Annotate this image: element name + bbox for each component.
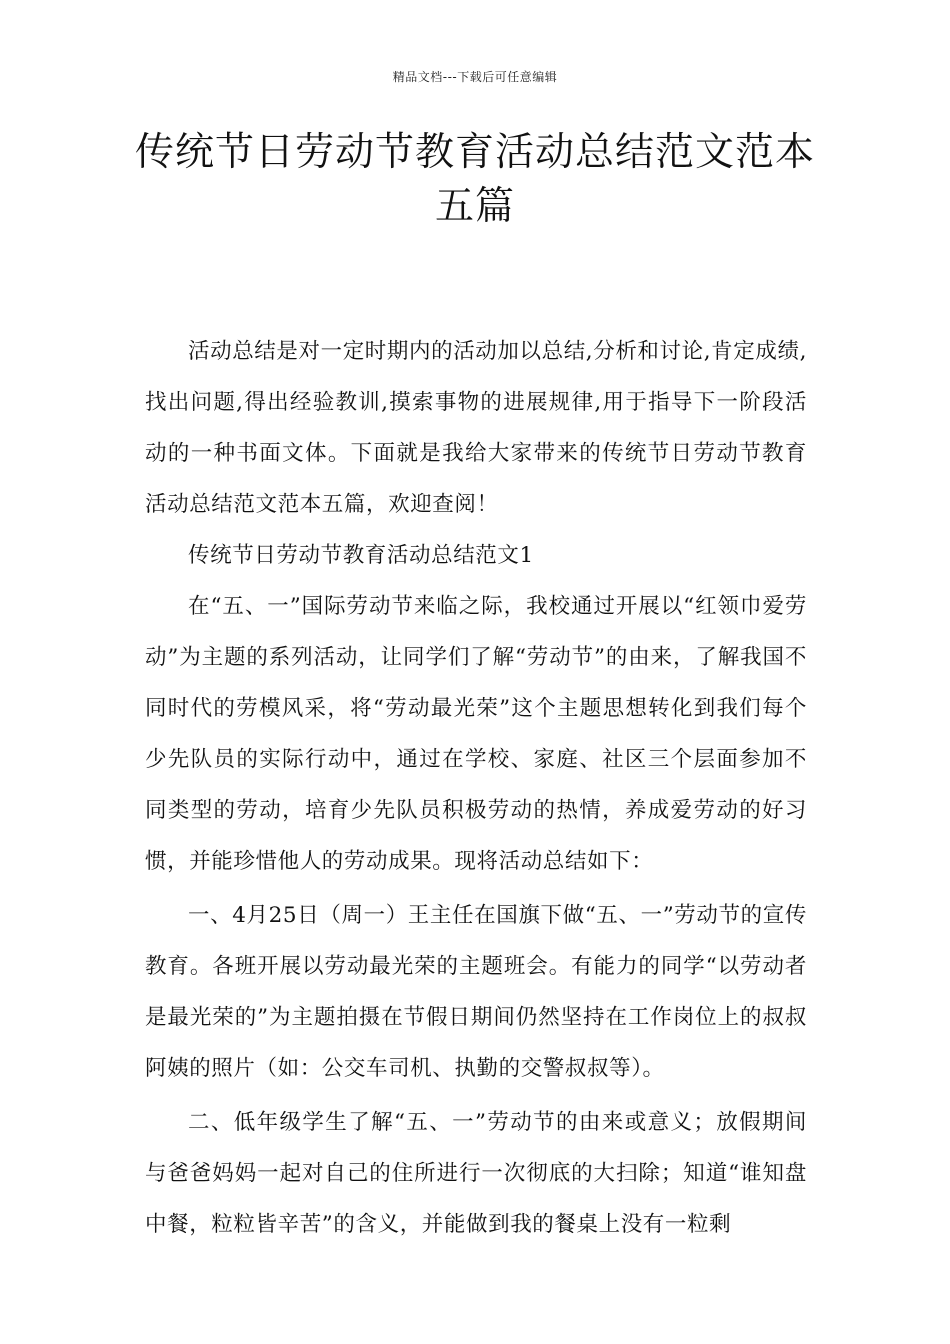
body-paragraph: 二、低年级学生了解“五、一”劳动节的由来或意义；放假期间与爸爸妈妈一起对自己的住所进行一次彻底的大扫除；知道“谁知盘中餐，粒粒皆辛苦”的含义，并能做到我的餐桌上没有一粒剩 xyxy=(145,1110,807,1237)
document-title: 传统节日劳动节教育活动总结范文范本五篇 xyxy=(134,130,815,229)
intro-paragraph: 活动总结是对一定时期内的活动加以总结,分析和讨论,肯定成绩,找出问题,得出经验教训,摸索事物的进展规律,用于指导下一阶段活动的一种书面文体。下面就是我给大家带来的传统节日劳动节教育活动总结范文范本五篇，欢迎查阅！ xyxy=(145,339,808,517)
body-paragraph: 一、4月25日（周一）王主任在国旗下做“五、一”劳动节的宣传教育。各班开展以劳动最光荣的主题班会。有能力的同学“以劳动者是最光荣的”为主题拍摄在节假日期间仍然坚持在工作岗位上的叔叔阿姨的照片（如：公交车司机、执勤的交警叔叔等）。 xyxy=(145,903,807,1081)
header-note: 精品文档---下载后可任意编辑 xyxy=(392,70,558,84)
section-heading: 传统节日劳动节教育活动总结范文1 xyxy=(188,543,534,568)
document-body xyxy=(145,326,807,1250)
body-paragraph: 在“五、一”国际劳动节来临之际，我校通过开展以“红领巾爱劳动”为主题的系列活动，让同学们了解“劳动节”的由来，了解我国不同时代的劳模风采，将“劳动最光荣”这个主题思想转化到我们每个少先队员的实际行动中，通过在学校、家庭、社区三个层面参加不同类型的劳动，培育少先队员积极劳动的热情，养成爱劳动的好习惯，并能珍惜他人的劳动成果。现将活动总结如下： xyxy=(145,594,807,874)
